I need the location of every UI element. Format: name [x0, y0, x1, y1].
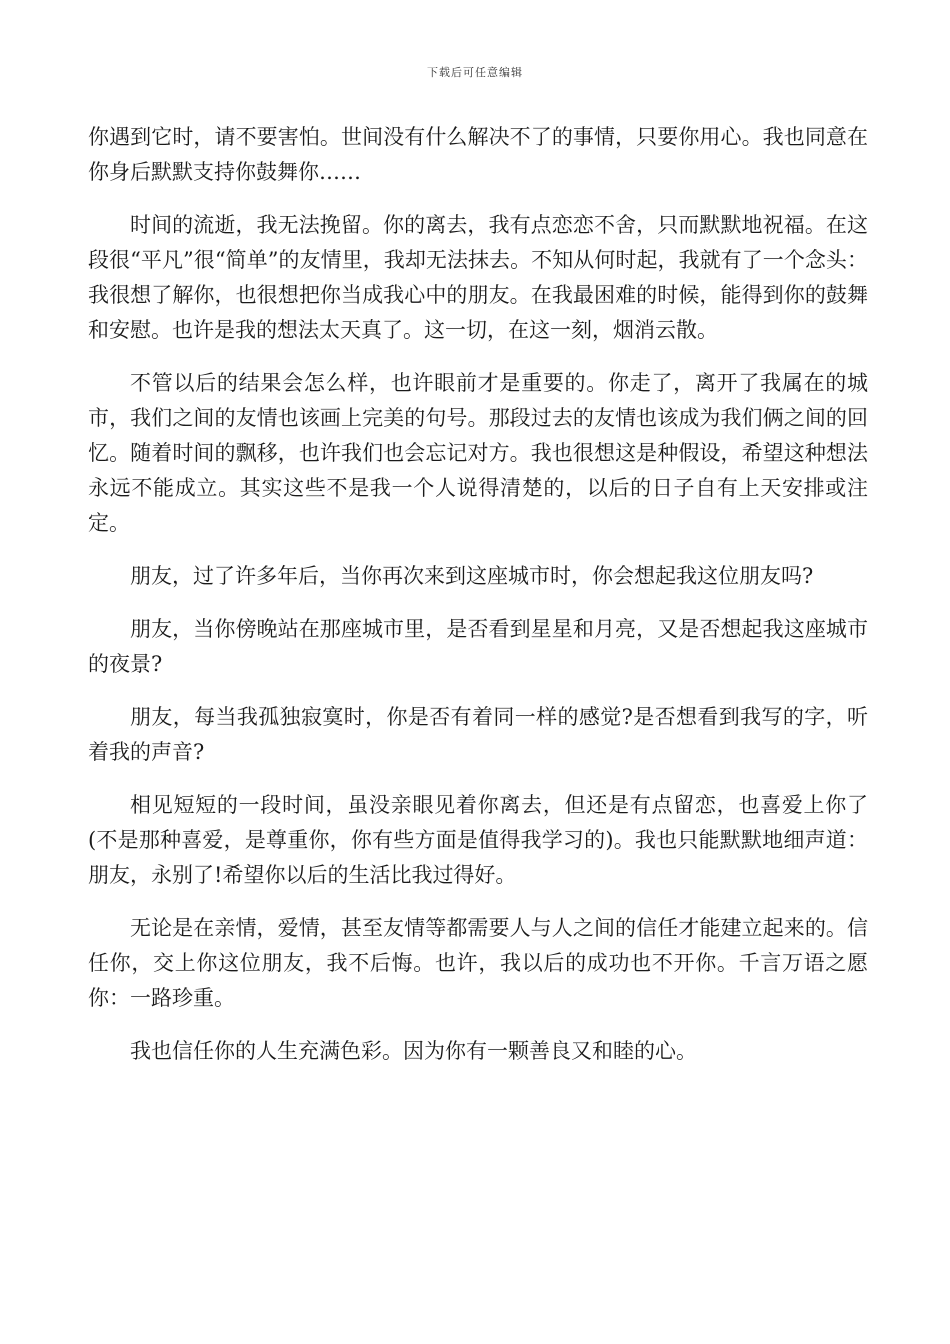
paragraph: 无论是在亲情，爱情，甚至友情等都需要人与人之间的信任才能建立起来的。信任你，交上你这位朋友，我不后悔。也许，我以后的成功也不开你。千言万语之愿你：一路珍重。 — [88, 916, 868, 1010]
paragraph: 朋友，每当我孤独寂寞时，你是否有着同一样的感觉?是否想看到我写的字，听着我的声音? — [88, 705, 868, 764]
paragraph: 我也信任你的人生充满色彩。因为你有一颗善良又和睦的心。 — [130, 1039, 697, 1063]
paragraph: 相见短短的一段时间，虽没亲眼见着你离去，但还是有点留恋，也喜爱上你了(不是那种喜爱，是尊重你，你有些方面是值得我学习的)。我也只能默默地细声道：朋友，永别了!希望你以后的生活比我过得好。 — [88, 793, 868, 887]
paragraph: 不管以后的结果会怎么样，也许眼前才是重要的。你走了，离开了我属在的城市，我们之间的友情也该画上完美的句号。那段过去的友情也该成为我们俩之间的回忆。随着时间的飘移，也许我们也会忘记对方。我也很想这是种假设，希望这种想法永远不能成立。其实这些不是我一个人说得清楚的，以后的日子自有上天安排或注定。 — [88, 371, 868, 535]
paragraph: 朋友，过了许多年后，当你再次来到这座城市时，你会想起我这位朋友吗? — [130, 564, 814, 588]
paragraph: 你遇到它时，请不要害怕。世间没有什么解决不了的事情，只要你用心。我也同意在你身后默默支持你鼓舞你…… — [88, 125, 868, 184]
paragraph: 朋友，当你傍晚站在那座城市里，是否看到星星和月亮，又是否想起我这座城市的夜景? — [88, 617, 868, 676]
page-header: 下载后可任意编辑 — [427, 66, 523, 79]
paragraph: 时间的流逝，我无法挽留。你的离去，我有点恋恋不舍，只而默默地祝福。在这段很“平凡”很“简单”的友情里，我却无法抹去。不知从何时起，我就有了一个念头：我很想了解你，也很想把你当成我心中的朋友。在我最困难的时候，能得到你的鼓舞和安慰。也许是我的想法太天真了。这一切，在这一刻，烟消云散。 — [88, 213, 868, 342]
document-body — [88, 120, 868, 1087]
